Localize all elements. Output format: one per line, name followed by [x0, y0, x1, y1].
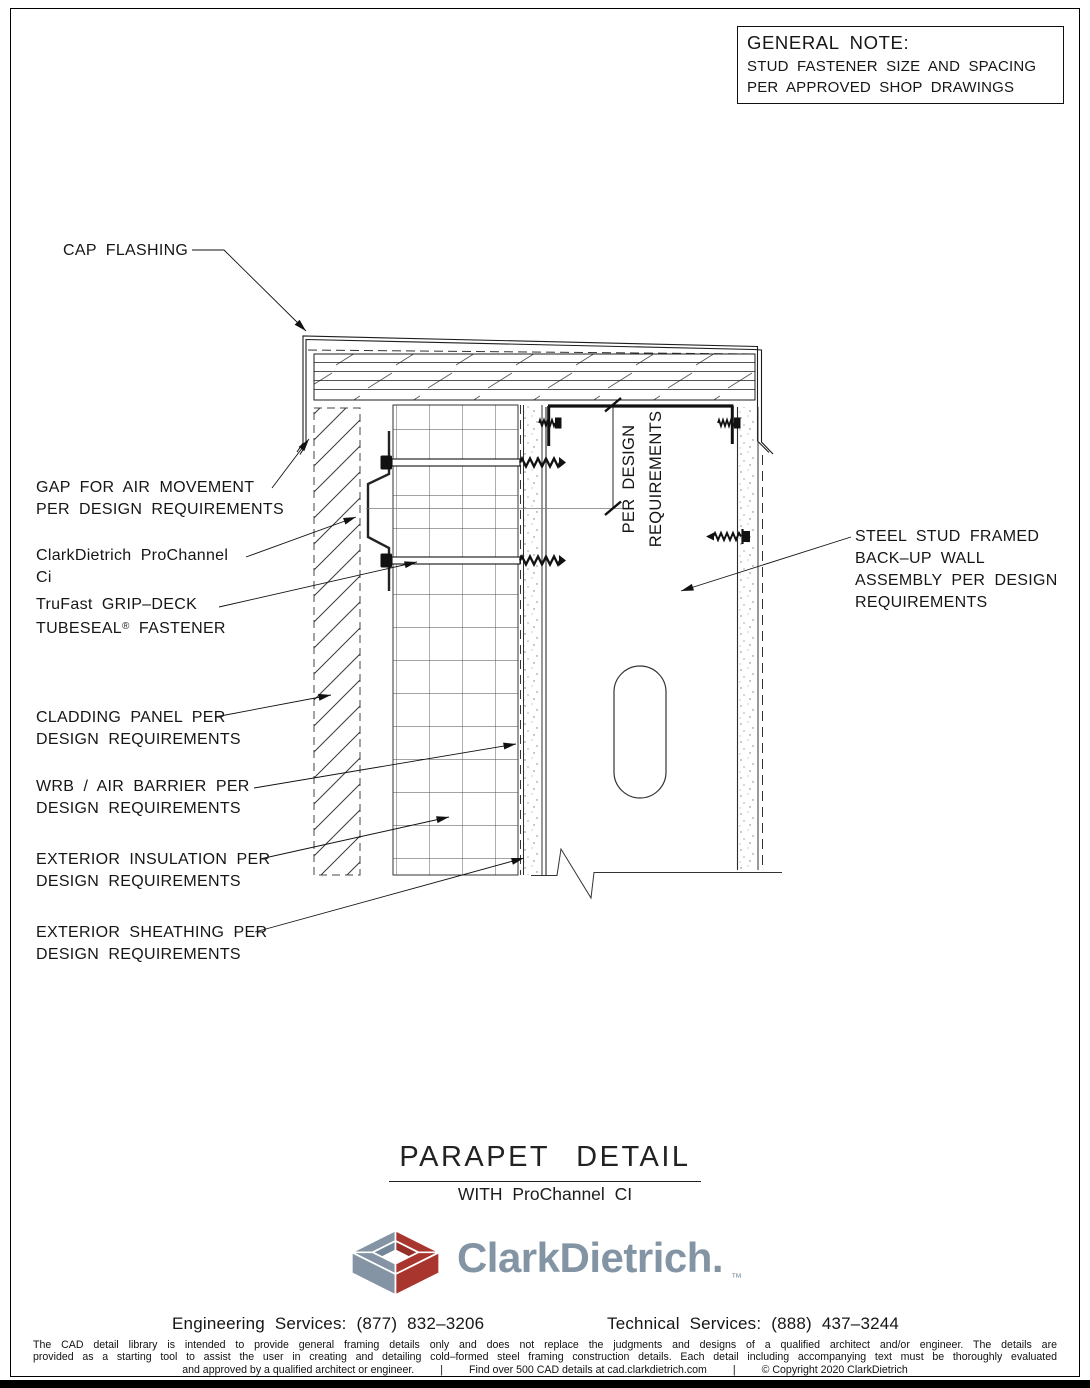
callout-exterior-insulation: EXTERIOR INSULATION PER DESIGN REQUIREMENTS: [36, 851, 271, 890]
copyright: © Copyright 2020 ClarkDietrich: [761, 1363, 908, 1376]
callout-air-gap: GAP FOR AIR MOVEMENT PER DESIGN REQUIREMENTS: [36, 479, 284, 518]
sheet-border: [10, 8, 1080, 1377]
registered-mark: ®: [122, 621, 130, 632]
detail-subtitle: WITH ProChannel CI: [457, 1184, 633, 1204]
callout-wrb-air-barrier: WRB / AIR BARRIER PER DESIGN REQUIREMENTS: [36, 778, 250, 817]
disclaimer-line: and approved by a qualified architect or engineer. | Find over 500 CAD details at cad.clarkdietrich.com | © Copyright 2020 ClarkDietrich: [182, 1363, 908, 1376]
callout-cap-flashing: CAP FLASHING: [63, 242, 189, 259]
general-note-line: STUD FASTENER SIZE AND SPACING: [747, 58, 1037, 75]
cad-library-url: Find over 500 CAD details at cad.clarkdietrich.com: [469, 1363, 707, 1376]
general-note-line: PER APPROVED SHOP DRAWINGS: [747, 78, 1015, 96]
callout-cladding-panel: CLADDING PANEL PER DESIGN REQUIREMENTS: [36, 709, 241, 748]
technical-services-phone: Technical Services: (888) 437–3244: [607, 1314, 900, 1333]
sheet-bottom-bar: [0, 1380, 1090, 1388]
disclaimer-line: provided as a starting tool to assist the user in creating and detailing cold–formed steel framing construction details. Each detail including accompanying text must be thoroughly evaluated: [33, 1350, 1057, 1363]
callout-prochannel: ClarkDietrich ProChannel Ci: [36, 547, 229, 586]
general-note-title: GENERAL NOTE:: [747, 32, 910, 53]
callout-exterior-sheathing: EXTERIOR SHEATHING PER DESIGN REQUIREMENTS: [36, 924, 268, 963]
detail-title: PARAPET DETAIL: [389, 1141, 700, 1182]
callout-steel-stud-wall: STEEL STUD FRAMED BACK–UP WALL ASSEMBLY PER DESIGN REQUIREMENTS: [855, 528, 1058, 611]
dimension-label-vertical: PER DESIGN REQUIREMENTS: [620, 410, 665, 548]
clarkdietrich-wordmark: ClarkDietrich.: [456, 1234, 724, 1281]
callout-trufast-fastener: TruFast GRIP–DECK TUBESEAL® FASTENER: [36, 596, 226, 637]
engineering-services-phone: Engineering Services: (877) 832–3206: [172, 1314, 485, 1333]
disclaimer-line: The CAD detail library is intended to provide general framing details only and does not replace the judgments and designs of a qualified architect and/or engineer. The details are: [33, 1339, 1057, 1351]
trademark-symbol: ™: [731, 1272, 743, 1284]
